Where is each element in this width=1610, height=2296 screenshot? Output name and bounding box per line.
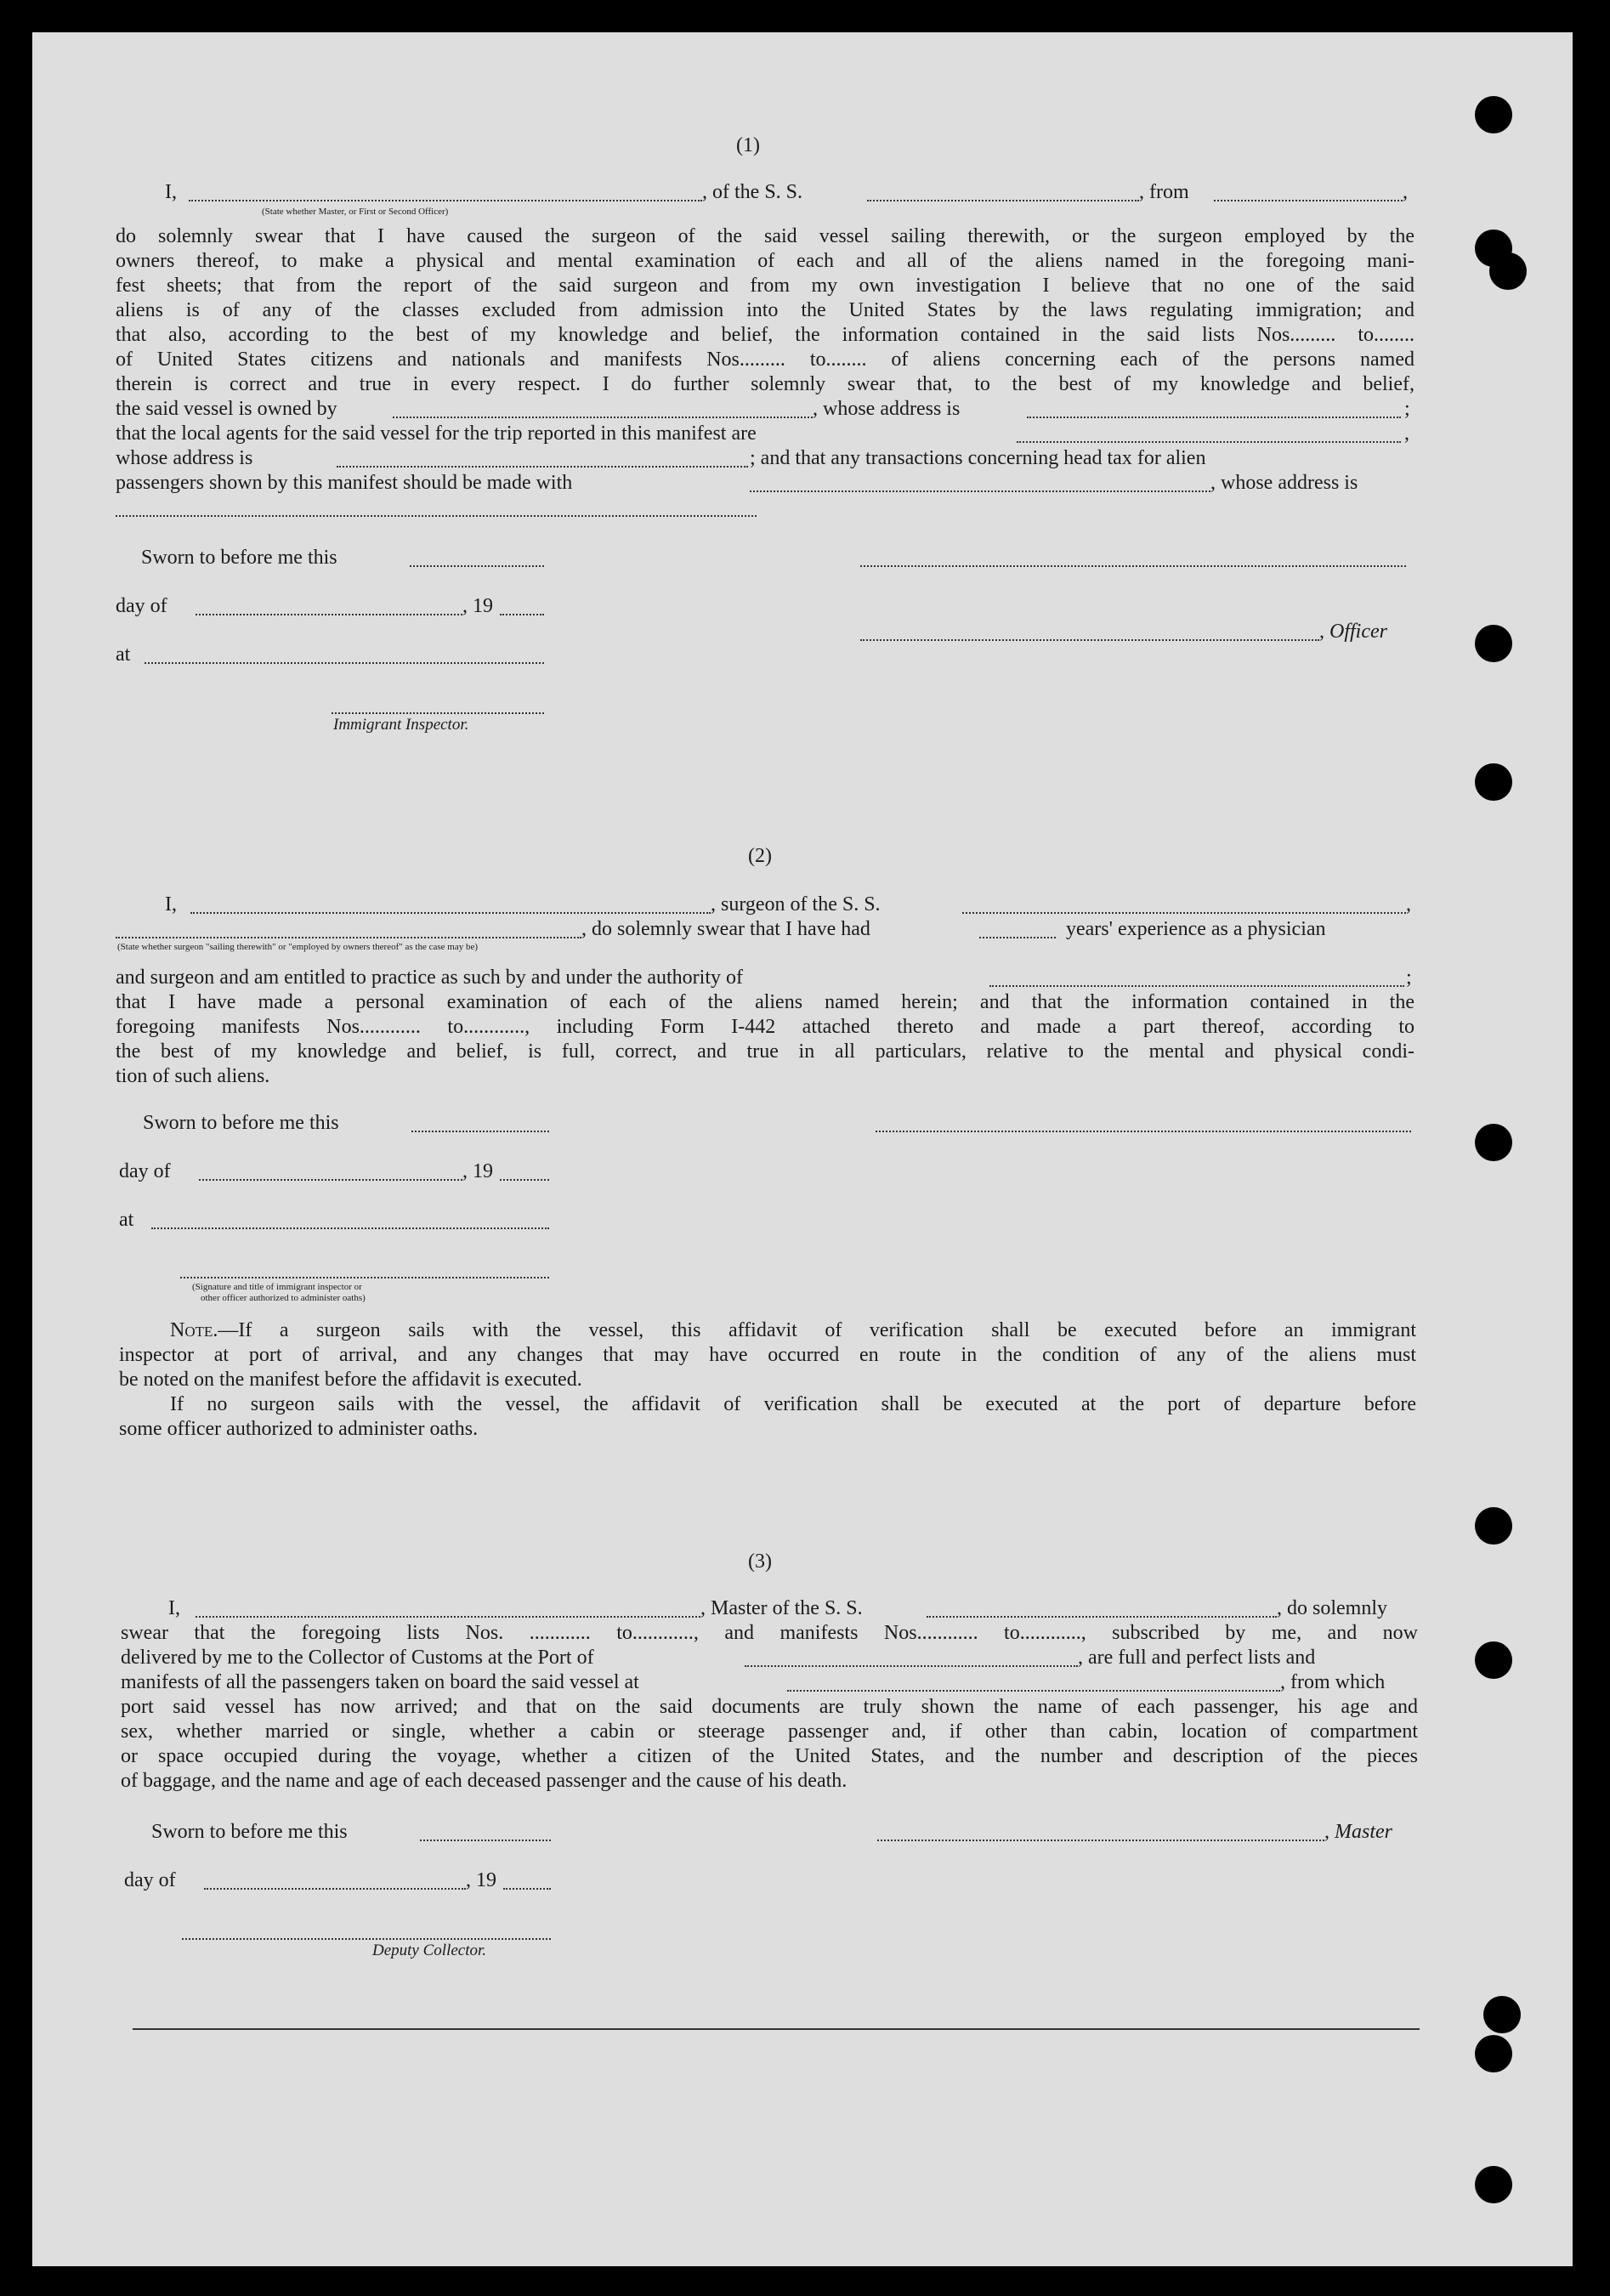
s1-whose-address-3: , whose address is: [1210, 472, 1358, 494]
s2-semicolon: ;: [1406, 967, 1412, 989]
punch-hole: [1475, 1124, 1512, 1161]
s3-port-of-embarkation-field[interactable]: [787, 1690, 1280, 1692]
s3-delivered: delivered by me to the Collector of Customs at the Port of: [121, 1647, 594, 1669]
s1-owned-by: the said vessel is owned by: [116, 398, 337, 420]
s3-master: , Master: [1324, 1821, 1392, 1843]
punch-hole: [1489, 252, 1527, 290]
s3-port-field[interactable]: [745, 1665, 1078, 1667]
s1-semicolon: ;: [1404, 398, 1410, 420]
s1-at-field[interactable]: [145, 662, 544, 664]
s3-body-line: port said vessel has now arrived; and that on the said documents are truly shown the name of each passenger, his age and: [121, 1696, 1418, 1718]
s3-body-line: sex, whether married or single, whether a cabin or steerage passenger and, if other than cabin, location of compartment: [121, 1721, 1418, 1743]
s1-inspector-signature-field[interactable]: [332, 712, 544, 714]
s2-year-field[interactable]: [500, 1179, 549, 1181]
s1-local-agents: that the local agents for the said vessel for the trip reported in this manifest are: [116, 422, 757, 445]
s1-year-field[interactable]: [500, 614, 544, 615]
s3-master-of: , Master of the S. S.: [700, 1597, 863, 1619]
s2-body-line: that I have made a personal examination of each of the aliens named herein; and that the information contained in the: [116, 991, 1414, 1013]
s1-body-line: fest sheets; that from the report of the said surgeon and from my own investigation I believe that no one of the said: [116, 275, 1414, 297]
s1-head-tax-field[interactable]: [750, 490, 1210, 492]
s2-sworn: Sworn to before me this: [143, 1112, 339, 1134]
punch-hole: [1475, 2035, 1512, 2072]
s3-day-field[interactable]: [204, 1888, 466, 1890]
s2-at: at: [119, 1209, 134, 1231]
s3-nineteen: , 19: [466, 1869, 496, 1891]
s1-owner-address-field[interactable]: [1027, 417, 1401, 418]
s3-body-line: swear that the foregoing lists Nos. ............ to............, and manifests Nos............ to............, subscribed by me, and now: [121, 1622, 1418, 1644]
s2-note2-last: some officer authorized to administer oaths.: [119, 1418, 479, 1440]
s2-officer-signature-field[interactable]: [180, 1277, 549, 1278]
punch-hole: [1475, 1507, 1512, 1545]
s2-at-field[interactable]: [151, 1227, 549, 1229]
s2-note-last: be noted on the manifest before the affidavit is executed.: [119, 1369, 582, 1391]
s2-body-line: the best of my knowledge and belief, is full, correct, and true in all particulars, relative to the mental and physical condi-: [116, 1040, 1414, 1063]
s1-body-line: therein is correct and true in every respect. I do further solemnly swear that, to the best of my knowledge and belief,: [116, 373, 1414, 395]
s3-sworn-field[interactable]: [420, 1840, 551, 1841]
s1-comma2: ,: [1404, 422, 1409, 445]
s1-day-of: day of: [116, 595, 167, 617]
s2-vessel-field[interactable]: [962, 912, 1406, 914]
s1-signature-field[interactable]: [860, 565, 1406, 567]
s1-sworn: Sworn to before me this: [141, 547, 337, 569]
s2-authority: and surgeon and am entitled to practice as such by and under the authority of: [116, 967, 743, 989]
s3-master-name-field[interactable]: [196, 1616, 700, 1618]
punch-hole: [1475, 763, 1512, 801]
section-2-number: (2): [748, 845, 772, 867]
s1-head-tax-address-field[interactable]: [116, 515, 757, 517]
punch-hole: [1475, 96, 1512, 133]
s2-authority-field[interactable]: [989, 985, 1404, 987]
s2-years-field[interactable]: [979, 937, 1056, 938]
s2-status-field[interactable]: [116, 937, 581, 938]
punch-hole: [1483, 1996, 1521, 2033]
s2-day-field[interactable]: [199, 1179, 462, 1181]
s2-surgeon-name-field[interactable]: [190, 912, 711, 914]
s1-body-line: that also, according to the best of my knowledge and belief, the information contained in the said lists Nos......... to........: [116, 324, 1414, 346]
section-3-number: (3): [748, 1551, 772, 1573]
s2-day-of: day of: [119, 1160, 171, 1182]
s3-sworn: Sworn to before me this: [151, 1821, 348, 1843]
s1-at: at: [116, 643, 131, 666]
s2-signature-field[interactable]: [876, 1131, 1411, 1132]
punch-hole: [1475, 1641, 1512, 1679]
s1-from-field[interactable]: [1214, 200, 1403, 201]
s1-comma: ,: [1403, 181, 1408, 203]
s1-whose-address: , whose address is: [813, 398, 961, 420]
s2-sworn-field[interactable]: [411, 1131, 549, 1132]
s2-comma: ,: [1406, 893, 1411, 916]
punch-hole: [1475, 2166, 1512, 2203]
s2-surgeon-of: , surgeon of the S. S.: [711, 893, 881, 916]
s2-caption: (State whether surgeon "sailing therewith" or "employed by owners thereof" as the case may be): [117, 942, 479, 952]
s1-body-line: aliens is of any of the classes excluded from admission into the United States by the laws regulating immigration; and: [116, 299, 1414, 321]
s3-master-signature-field[interactable]: [877, 1840, 1324, 1841]
s3-from-which: , from which: [1280, 1671, 1386, 1693]
s3-vessel-field[interactable]: [927, 1616, 1277, 1618]
s1-caption: (State whether Master, or First or Second Officer): [262, 207, 449, 217]
s1-from: , from: [1139, 181, 1189, 203]
s1-officer-title-field[interactable]: [189, 200, 702, 201]
s3-full: , are full and perfect lists and: [1078, 1647, 1316, 1669]
s1-head-tax: ; and that any transactions concerning head tax for alien: [750, 447, 1206, 469]
s1-officer-field[interactable]: [860, 639, 1319, 641]
s1-agents-field[interactable]: [1017, 441, 1401, 443]
s1-vessel-field[interactable]: [867, 200, 1139, 201]
s2-nineteen: , 19: [462, 1160, 493, 1182]
s1-sworn-field[interactable]: [410, 565, 544, 567]
s1-nineteen: , 19: [462, 595, 493, 617]
s2-note-line: inspector at port of arrival, and any changes that may have occurred en route in the condition of any of the aliens must: [119, 1344, 1416, 1366]
s1-i: I,: [165, 181, 177, 203]
s2-body-last: tion of such aliens.: [116, 1065, 270, 1087]
s3-do-solemnly: , do solemnly: [1277, 1597, 1387, 1619]
s1-passengers: passengers shown by this manifest should be made with: [116, 472, 573, 494]
s2-years: years' experience as a physician: [1066, 918, 1326, 940]
s1-day-field[interactable]: [196, 614, 462, 615]
s3-body-line: or space occupied during the voyage, whether a citizen of the United States, and the number and description of the pieces: [121, 1745, 1418, 1767]
s3-body-last: of baggage, and the name and age of each deceased passenger and the cause of his death.: [121, 1770, 848, 1792]
note-label: Note.: [170, 1319, 218, 1341]
s1-agents-address-field[interactable]: [337, 466, 748, 468]
s1-owner-field[interactable]: [393, 417, 813, 418]
punch-hole: [1475, 625, 1512, 662]
s2-body-line: foregoing manifests Nos............ to............, including Form I-442 attached thereto and made a part thereof, according to: [116, 1016, 1414, 1038]
s3-manifests: manifests of all the passengers taken on board the said vessel at: [121, 1671, 639, 1693]
s2-note-line: [170, 1318, 1416, 1343]
s3-deputy: Deputy Collector.: [372, 1942, 487, 1959]
s1-body-line: do solemnly swear that I have caused the surgeon of the said vessel sailing therewith, or the surgeon employed by the: [116, 225, 1414, 247]
s1-of-ss: , of the S. S.: [702, 181, 803, 203]
s3-year-field[interactable]: [503, 1888, 551, 1890]
s3-deputy-signature-field[interactable]: [182, 1938, 551, 1940]
s3-i: I,: [168, 1597, 180, 1619]
s2-i: I,: [165, 893, 177, 916]
bottom-rule: [133, 2028, 1420, 2030]
s1-body-line: owners thereof, to make a physical and mental examination of each and all of the aliens named in the foregoing mani-: [116, 250, 1414, 272]
s2-sworn-line: , do solemnly swear that I have had: [581, 918, 870, 940]
section-1-number: (1): [736, 134, 760, 156]
s1-officer: , Officer: [1319, 621, 1387, 643]
s2-sig-caption-1: (Signature and title of immigrant inspector or: [192, 1282, 362, 1292]
s3-day-of: day of: [124, 1869, 176, 1891]
s1-body-line: of United States citizens and nationals and manifests Nos......... to........ of aliens concerning each of the persons named: [116, 349, 1414, 371]
s1-whose-address-2: whose address is: [116, 447, 253, 469]
note-text: —If a surgeon sails with the vessel, this affidavit of verification shall be executed before an immigrant: [218, 1319, 1416, 1341]
s1-inspector: Immigrant Inspector.: [333, 716, 469, 734]
s2-sig-caption-2: other officer authorized to administer oaths): [201, 1293, 366, 1303]
s2-note2: If no surgeon sails with the vessel, the affidavit of verification shall be executed at the port of departure before: [170, 1393, 1416, 1415]
